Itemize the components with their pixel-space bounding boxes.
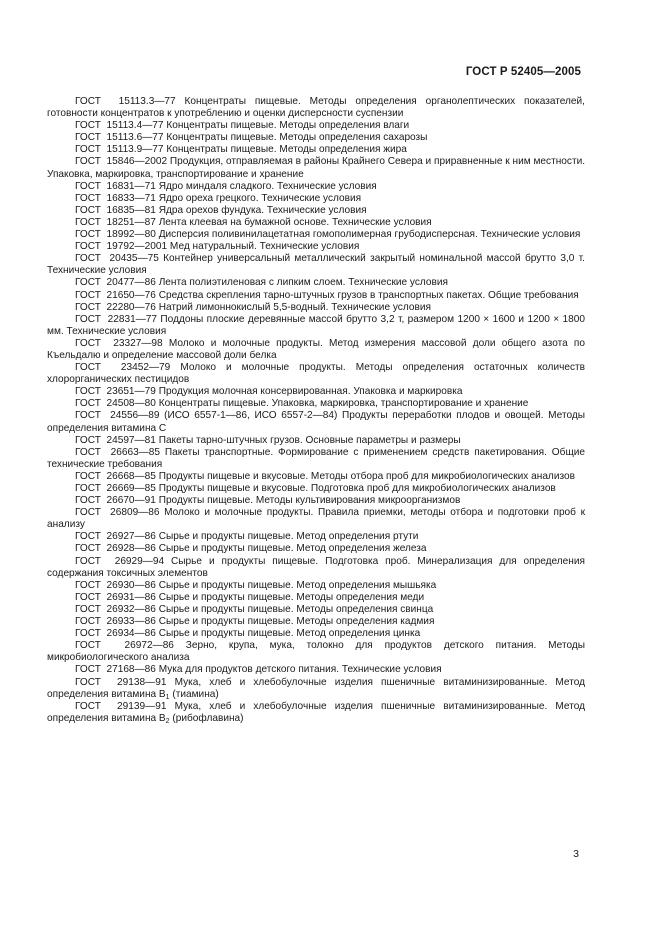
standard-title: Молоко и молочные продукты. Методы определения остаточных количеств хлорорганических пестицидов (47, 362, 585, 386)
standard-code: ГОСТ 20477—86 (75, 277, 156, 289)
reference-entry (47, 507, 585, 531)
standard-code: ГОСТ 26809—86 (75, 507, 160, 519)
reference-entry (47, 483, 585, 495)
standard-code: ГОСТ 15846—2002 (75, 156, 168, 168)
standard-title: Ядро миндаля сладкого. Технические условия (158, 180, 377, 192)
standard-title: Контейнер универсальный металлический закрытый номинальной массой брутто 3,0 т. Технические условия (47, 253, 585, 277)
reference-entry (47, 447, 585, 471)
standard-title: Лента клеевая на бумажной основе. Технические условия (158, 216, 432, 228)
reference-entry (47, 398, 585, 410)
reference-entry (47, 604, 585, 616)
standard-code: ГОСТ 20435—75 (75, 253, 159, 265)
reference-entry (47, 120, 585, 132)
standard-title: Сырье и продукты пищевые. Методы определения кадмия (158, 616, 435, 628)
standard-code: ГОСТ 26933—86 (75, 616, 156, 628)
standard-title: Мука, хлеб и хлебобулочные изделия пшеничные витаминизированные. Метод определения витамина B (47, 700, 586, 724)
standard-code: ГОСТ 18251—87 (75, 216, 156, 228)
reference-entry (47, 628, 585, 640)
standard-code: ГОСТ 26668—85 (75, 470, 156, 482)
reference-entry (47, 386, 585, 398)
standard-code: ГОСТ 26934—86 (75, 628, 156, 640)
standard-title: (ИСО 6557-1—86, ИСО 6557-2—84) Продукты переработки плодов и овощей. Методы определения витамина С (47, 410, 585, 434)
standard-code: ГОСТ 26663—85 (75, 446, 161, 458)
standard-code: ГОСТ 29139—91 (75, 700, 167, 712)
standard-title: Пакеты транспортные. Формирование с применением средств пакетирования. Общие технические требования (47, 446, 585, 470)
reference-entry (47, 471, 585, 483)
standard-title: Концентраты пищевые. Методы определения жира (166, 144, 407, 156)
reference-entry (47, 302, 585, 314)
standard-code: ГОСТ 26928—86 (75, 543, 156, 555)
standard-code: ГОСТ 16835—81 (75, 204, 156, 216)
standard-code: ГОСТ 24556—89 (75, 410, 160, 422)
references-list (47, 96, 585, 725)
standard-code: ГОСТ 18992—80 (75, 229, 156, 241)
standard-title: Продукты пищевые и вкусовые. Подготовка проб для микробиологических анализов (158, 483, 556, 494)
reference-entry (47, 96, 585, 120)
vitamin-subscript: 1 (165, 693, 170, 701)
reference-entry (47, 132, 585, 144)
reference-entry (47, 592, 585, 604)
reference-entry (47, 193, 585, 205)
standard-code: ГОСТ 23452—79 (75, 362, 171, 374)
standard-code: ГОСТ 26670—91 (75, 495, 156, 507)
standard-code: ГОСТ 15113.9—77 (75, 144, 164, 156)
standard-title: Сырье и продукты пищевые. Метод определения ртути (158, 531, 419, 543)
standard-title: Концентраты пищевые. Методы определения сахарозы (166, 132, 428, 144)
standard-code: ГОСТ 16833—71 (75, 192, 156, 204)
reference-entry (47, 580, 585, 592)
reference-entry (47, 616, 585, 628)
standard-code: ГОСТ 23651—79 (75, 386, 156, 398)
standard-title: Молоко и молочные продукты. Правила приемки, методы отбора и подготовки проб к анализу (47, 507, 585, 531)
reference-entry (47, 410, 585, 434)
standard-title: Сырье и продукты пищевые. Подготовка проб. Минерализация для определения содержания токсичных элементов (47, 555, 585, 579)
reference-entry (47, 677, 585, 701)
reference-entry (47, 314, 585, 338)
page-number: 3 (573, 848, 579, 860)
reference-entry (47, 229, 585, 241)
standard-code: ГОСТ 26972—86 (75, 640, 174, 652)
standard-code: ГОСТ 26932—86 (75, 603, 156, 615)
reference-entry (47, 217, 585, 229)
standard-code: ГОСТ 29138—91 (75, 676, 167, 688)
standard-code: ГОСТ 21650—76 (75, 289, 156, 301)
standard-title: Зерно, крупа, мука, толокно для продуктов детского питания. Методы микробиологического анализа (47, 640, 585, 664)
standard-title: Дисперсия поливинилацетатная гомополимерная грубодисперсная. Технические условия (158, 229, 581, 241)
standard-title: Пакеты тарно-штучных грузов. Основные параметры и размеры (158, 434, 461, 446)
standard-code: ГОСТ 15113.3—77 (75, 96, 176, 107)
reference-entry (47, 556, 585, 580)
standard-code: ГОСТ 15113.4—77 (75, 120, 164, 132)
standard-title: Сырье и продукты пищевые. Метод определения железа (158, 543, 427, 555)
standard-title: Продукция молочная консервированная. Упаковка и маркировка (158, 386, 463, 398)
standard-title: Сырье и продукты пищевые. Методы определения меди (158, 591, 425, 603)
standard-title: Поддоны плоские деревянные массой брутто 3,2 т, размером 1200 × 1600 и 1200 × 1800 мм. Технические условия (47, 313, 586, 337)
reference-entry (47, 181, 585, 193)
standard-title: Концентраты пищевые. Методы определения влаги (166, 120, 410, 132)
reference-entry (47, 253, 585, 277)
standard-code: ГОСТ 16831—71 (75, 180, 156, 192)
standard-title: Мука, хлеб и хлебобулочные изделия пшеничные витаминизированные. Метод определения витамина B (47, 676, 586, 700)
reference-entry (47, 640, 585, 664)
standard-code: ГОСТ 26927—86 (75, 531, 156, 543)
standard-title: Концентраты пищевые. Методы определения органолептических показателей, готовности концентратов к употреблению и оценки дисперсности суспензии (47, 96, 585, 120)
standard-title: Ядро ореха грецкого. Технические условия (158, 192, 362, 204)
reference-entry (47, 664, 585, 676)
standard-title: Сырье и продукты пищевые. Метод определения цинка (158, 628, 421, 640)
standard-code: ГОСТ 26930—86 (75, 579, 156, 591)
standard-title-tail: (рибофлавина) (169, 712, 244, 724)
standard-title-tail: (тиамина) (169, 688, 219, 700)
reference-entry (47, 277, 585, 289)
reference-entry (47, 156, 585, 180)
standard-code: ГОСТ 23327—98 (75, 337, 163, 349)
reference-entry (47, 495, 585, 507)
standard-title: Продукты пищевые. Методы культивирования микроорганизмов (158, 495, 461, 507)
standard-code: ГОСТ 24597—81 (75, 434, 156, 446)
standard-title: Молоко и молочные продукты. Метод измерения массовой доли общего азота по Къельдалю и определение массовой доли белка (47, 337, 585, 361)
reference-entry (47, 362, 585, 386)
standard-title: Концентраты пищевые. Упаковка, маркировка, транспортирование и хранение (158, 398, 529, 410)
standard-code: ГОСТ 26929—94 (75, 555, 165, 567)
standard-title: Мед натуральный. Технические условия (169, 241, 360, 253)
standard-title: Сырье и продукты пищевые. Методы определения свинца (158, 603, 434, 615)
reference-entry (47, 144, 585, 156)
standard-title: Продукция, отправляемая в районы Крайнего Севера и приравненные к ним местности. Упаковка, маркировка, транспортирование и хранение (47, 156, 586, 180)
reference-entry (47, 435, 585, 447)
standard-title: Сырье и продукты пищевые. Метод определения мышьяка (158, 579, 437, 591)
standard-code: ГОСТ 22280—76 (75, 301, 156, 313)
reference-entry (47, 290, 585, 302)
vitamin-subscript: 2 (165, 717, 170, 725)
standard-code: ГОСТ 22831—77 (75, 313, 158, 325)
reference-entry (47, 531, 585, 543)
standard-code: ГОСТ 19792—2001 (75, 241, 168, 253)
standard-code: ГОСТ 26931—86 (75, 591, 156, 603)
standard-code: ГОСТ 15113.6—77 (75, 132, 164, 144)
standard-title: Мука для продуктов детского питания. Технические условия (158, 664, 442, 676)
reference-entry (47, 701, 585, 725)
standard-code: ГОСТ 24508—80 (75, 398, 156, 410)
reference-entry (47, 205, 585, 217)
standard-title: Натрий лимоннокислый 5,5-водный. Технические условия (158, 301, 431, 313)
reference-entry (47, 241, 585, 253)
reference-entry (47, 543, 585, 555)
standard-title: Продукты пищевые и вкусовые. Методы отбора проб для микробиологических анализов (158, 470, 575, 482)
reference-entry (47, 338, 585, 362)
standard-code: ГОСТ 27168—86 (75, 664, 156, 676)
standard-title: Ядра орехов фундука. Технические условия (158, 204, 367, 216)
document-header: ГОСТ Р 52405—2005 (465, 66, 581, 78)
standard-code: ГОСТ 26669—85 (75, 483, 156, 494)
standard-title: Лента полиэтиленовая с липким слоем. Технические условия (158, 277, 448, 289)
standard-title: Средства скрепления тарно-штучных грузов в транспортных пакетах. Общие требования (158, 289, 579, 301)
